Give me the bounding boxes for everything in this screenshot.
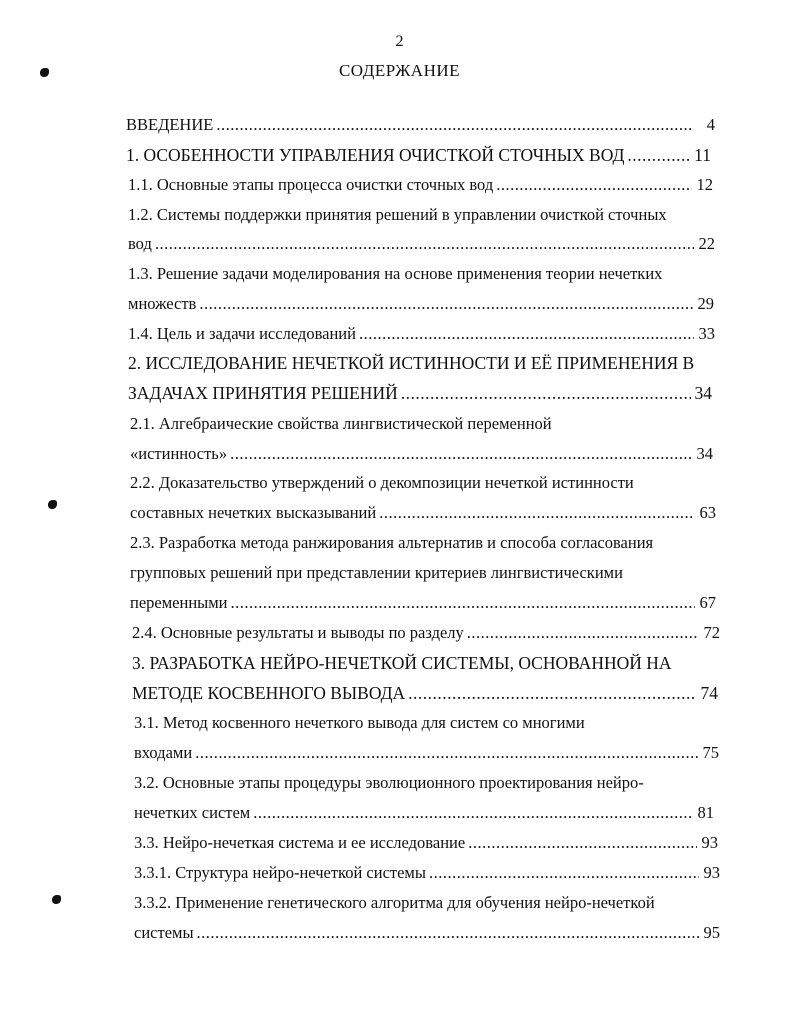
toc-entry [134,893,724,913]
toc-entry [128,264,718,284]
toc-entry-text: вод [128,234,152,253]
toc-entry-page: 95 [703,923,720,942]
page-title: СОДЕРЖАНИЕ [338,61,461,80]
toc-entry-text: 1. ОСОБЕННОСТИ УПРАВЛЕНИЯ ОЧИСТКОЙ СТОЧНЫХ ВОД [126,145,625,165]
toc-entry [128,175,713,195]
toc-entry-text: 1.2. Системы поддержки принятия решений в управлении очисткой сточных [128,205,667,224]
toc-leader [359,324,694,344]
toc-leader [467,623,699,643]
toc-entry-page: 75 [702,743,719,762]
toc-entry [128,383,712,403]
toc-entry-page: 33 [698,324,715,343]
toc-entry [134,713,719,733]
toc-entry-text: 3.1. Метод косвенного нечеткого вывода для систем со многими [134,713,585,732]
toc-entry-page: 93 [703,863,720,882]
toc-entry-page: 29 [697,294,714,313]
toc-entry [126,145,711,165]
toc-entry-text: 2. ИССЛЕДОВАНИЕ НЕЧЕТКОЙ ИСТИННОСТИ И ЕЁ ПРИМЕНЕНИЯ В [128,353,695,373]
toc-leader [197,923,699,943]
toc-leader [408,683,697,703]
toc-entry [132,683,718,703]
toc-entry-text: входами [134,743,193,762]
toc-entry-text: МЕТОДЕ КОСВЕННОГО ВЫВОДА [132,683,406,703]
toc-leader [199,294,693,314]
toc-entry-text: ВВЕДЕНИЕ [126,115,214,134]
toc-entry-text: групповых решений при представлении критериев лингвистическими [130,563,623,582]
toc-entry-page: 34 [694,383,712,403]
toc-entry-text: 3.3.2. Применение генетического алгоритма для обучения нейро-нечеткой [134,893,655,912]
toc-entry [130,533,720,553]
toc-entry-page: 34 [696,444,713,463]
toc-entry [130,593,716,613]
toc-entry-text: системы [134,923,194,942]
toc-entry-text: составных нечетких высказываний [130,503,377,522]
toc-entry [134,863,720,883]
toc-leader [627,145,690,165]
toc-entry-page: 22 [698,234,715,253]
toc-entry-text: 3.3.1. Структура нейро-нечеткой системы [134,863,426,882]
toc-entry [130,444,713,464]
toc-entry-text: 1.4. Цель и задачи исследований [128,324,356,343]
toc-entry [130,503,716,523]
toc-entry-page: 81 [697,803,714,822]
toc-entry [128,234,715,254]
toc-entry-text: 3.2. Основные этапы процедуры эволюционного проектирования нейро- [134,773,644,792]
toc-entry-text: 2.1. Алгебраические свойства лингвистической переменной [130,414,552,433]
toc-entry-page: 12 [696,175,713,194]
toc-leader [496,175,692,195]
toc-entry [128,324,715,344]
toc-entry [134,773,719,793]
toc-entry [130,414,715,434]
toc-leader [195,743,698,763]
toc-leader [429,863,699,883]
toc-entry [132,623,720,643]
toc-entry [130,473,715,493]
margin-mark [52,895,61,904]
toc-entry [128,353,718,373]
toc-leader [401,383,691,403]
toc-entry [128,205,718,225]
toc-entry [128,294,714,314]
toc-entry [134,743,719,763]
toc-entry [130,563,720,583]
toc-entry-text: 2.3. Разработка метода ранжирования альтернатив и способа согласования [130,533,654,552]
toc-entry-text: ЗАДАЧАХ ПРИНЯТИЯ РЕШЕНИЙ [128,383,398,403]
toc-entry-text: 2.2. Доказательство утверждений о декомпозиции нечеткой истинности [130,473,634,492]
toc-leader [216,115,694,135]
toc-entry-page: 72 [703,623,720,642]
toc-entry [134,803,714,823]
page-number: 2 [395,33,404,50]
toc-entry-text: 2.4. Основные результаты и выводы по разделу [132,623,464,642]
toc-entry-page: 93 [701,833,718,852]
toc-entry-text: 1.1. Основные этапы процесса очистки сточных вод [128,175,494,194]
toc-entry-page: 4 [706,115,715,134]
toc-entry [134,923,720,943]
toc-entry [126,115,715,135]
toc-entry-text: нечетких систем [134,803,251,822]
toc-entry-text: 3. РАЗРАБОТКА НЕЙРО-НЕЧЕТКОЙ СИСТЕМЫ, ОСНОВАННОЙ НА [132,653,672,673]
toc-entry-text: множеств [128,294,197,313]
margin-mark [40,68,49,77]
toc-entry-page: 11 [694,145,711,165]
toc-entry-text: «истинность» [130,444,228,463]
toc-entry-text: переменными [130,593,228,612]
toc-entry-text: 3.3. Нейро-нечеткая система и ее исследование [134,833,466,852]
toc-leader [253,803,693,823]
toc-leader [155,234,694,254]
toc-entry-page: 63 [699,503,716,522]
toc-entry-page: 74 [700,683,718,703]
toc-leader [231,593,695,613]
toc-leader [379,503,695,523]
toc-entry-page: 67 [699,593,716,612]
toc-entry [132,653,722,673]
toc-entry [134,833,718,853]
toc-entry-text: 1.3. Решение задачи моделирования на основе применения теории нечетких [128,264,663,283]
margin-mark [48,500,57,509]
toc-leader [468,833,697,853]
toc-leader [230,444,692,464]
